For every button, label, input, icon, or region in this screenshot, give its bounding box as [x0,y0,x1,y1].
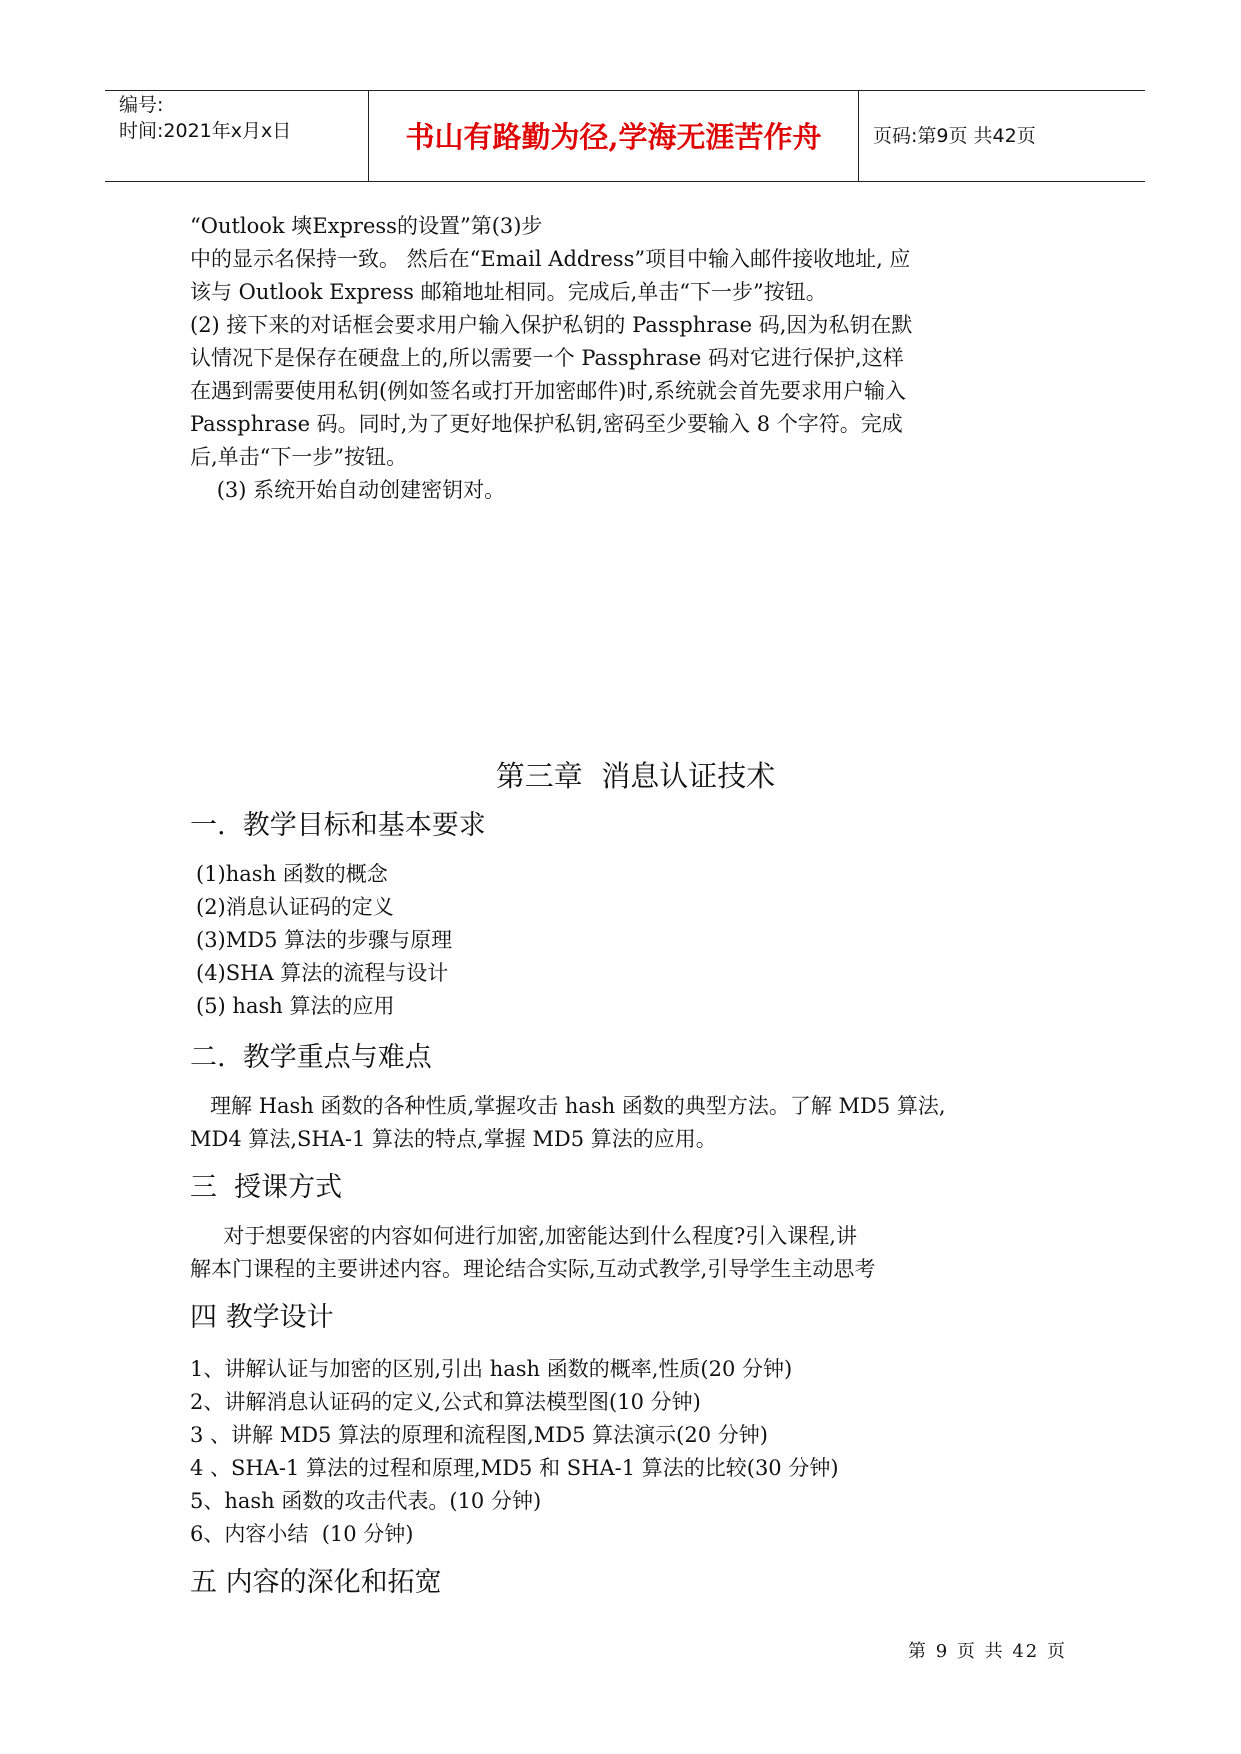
list-item: 5、hash 函数的攻击代表。(10 分钟) [190,1489,542,1513]
intro-line: 该与 Outlook Express 邮箱地址相同。完成后,单击“下一步”按钮。 [190,280,827,304]
document-number-label: 编号: [119,94,164,116]
intro-line: 后,单击“下一步”按钮。 [190,445,408,469]
list-item: 1、讲解认证与加密的区别,引出 hash 函数的概率,性质(20 分钟) [190,1357,793,1381]
list-item: 2、讲解消息认证码的定义,公式和算法模型图(10 分钟) [190,1390,701,1414]
list-item: 6、内容小结 (10 分钟) [190,1522,414,1546]
paragraph-line: 对于想要保密的内容如何进行加密,加密能达到什么程度?引入课程,讲 [190,1224,857,1248]
document-time-label: 时间:2021年x月x日 [119,120,292,142]
intro-line: “Outlook 塽Express的设置”第(3)步 [190,214,543,238]
intro-line: 在遇到需要使用私钥(例如签名或打开加密邮件)时,系统就会首先要求用户输入 [190,379,907,403]
intro-line: (3) 系统开始自动创建密钥对。 [190,478,506,502]
list-item: (5) hash 算法的应用 [196,994,395,1018]
section-title: 二. 教学重点与难点 [190,1042,432,1073]
section-title: 四 教学设计 [190,1302,334,1333]
paragraph-line: 理解 Hash 函数的各种性质,掌握攻击 hash 函数的典型方法。了解 MD5 算法, [190,1094,946,1118]
list-item: (3)MD5 算法的步骤与原理 [196,928,453,952]
chapter-title: 第三章 消息认证技术 [495,759,776,793]
paragraph-line: MD4 算法,SHA-1 算法的特点,掌握 MD5 算法的应用。 [190,1127,717,1151]
header-left-cell [105,91,369,181]
page-code-label: 页码:第9页 共42页 [873,125,1036,147]
page-footer: 第 9 页 共 42 页 [908,1641,1067,1662]
list-item: (2)消息认证码的定义 [196,895,394,919]
section-title: 三 授课方式 [190,1172,343,1203]
list-item: (1)hash 函数的概念 [196,862,388,886]
intro-line: 认情况下是保存在硬盘上的,所以需要一个 Passphrase 码对它进行保护,这样 [190,346,904,370]
section-title: 五 内容的深化和拓宽 [190,1567,442,1598]
section-title: 一. 教学目标和基本要求 [190,810,486,841]
list-item: 3 、讲解 MD5 算法的原理和流程图,MD5 算法演示(20 分钟) [190,1423,768,1447]
intro-line: (2) 接下来的对话框会要求用户输入保护私钥的 Passphrase 码,因为私钥在默 [190,313,913,337]
list-item: (4)SHA 算法的流程与设计 [196,961,449,985]
header-right-cell [859,91,1145,181]
list-item: 4 、SHA-1 算法的过程和原理,MD5 和 SHA-1 算法的比较(30 分钟) [190,1456,839,1480]
paragraph-line: 解本门课程的主要讲述内容。理论结合实际,互动式教学,引导学生主动思考 [190,1257,876,1281]
intro-line: 中的显示名保持一致。 然后在“Email Address”项目中输入邮件接收地址, 应 [190,247,911,271]
header-middle-cell [369,91,859,181]
intro-line: Passphrase 码。同时,为了更好地保护私钥,密码至少要输入 8 个字符。完成 [190,412,903,436]
motto-banner: 书山有路勤为径,学海无涯苦作舟 [405,120,822,154]
header-table [105,90,1145,182]
